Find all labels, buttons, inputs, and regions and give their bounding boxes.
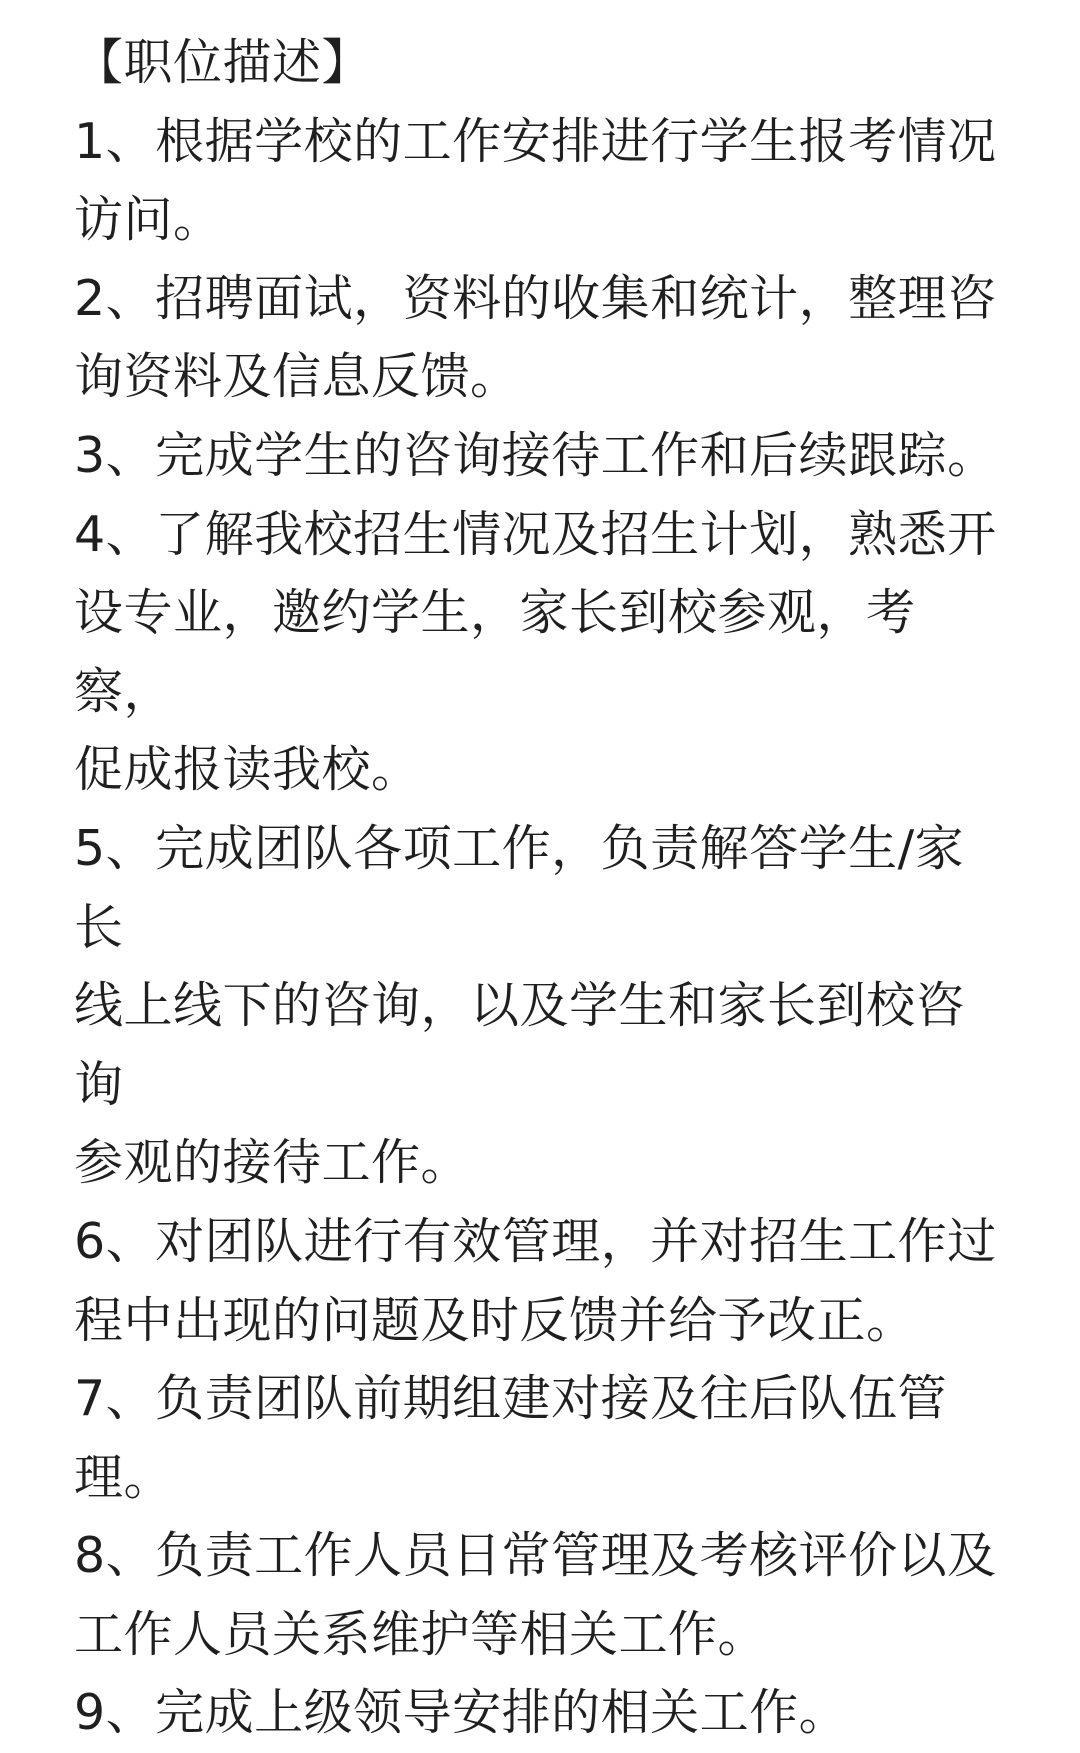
duty-item-2: 2、招聘面试，资料的收集和统计，整理咨 询资料及信息反馈。 xyxy=(74,269,997,406)
duty-item-5: 5、完成团队各项工作，负责解答学生/家长 线上线下的咨询，以及学生和家长到校咨询 参观的接待工作。 xyxy=(74,819,966,1192)
job-description-document xyxy=(74,24,1004,1753)
duty-item-4: 4、了解我校招生情况及招生计划，熟悉开 设专业，邀约学生，家长到校参观，考察， 促成报读我校。 xyxy=(74,505,997,799)
duty-item-8: 8、负责工作人员日常管理及考核评价以及 工作人员关系维护等相关工作。 xyxy=(74,1527,997,1663)
section-title: 【职位描述】 xyxy=(74,34,372,91)
duty-item-1: 1、根据学校的工作安排进行学生报考情况 访问。 xyxy=(74,112,997,249)
duty-item-3: 3、完成学生的咨询接待工作和后续跟踪。 xyxy=(74,426,997,484)
duty-item-7: 7、负责团队前期组建对接及往后队伍管 理。 xyxy=(74,1370,948,1506)
duty-item-6: 6、对团队进行有效管理，并对招生工作过 程中出现的问题及时反馈并给予改正。 xyxy=(74,1212,997,1349)
duty-item-9: 9、完成上级领导安排的相关工作。 xyxy=(74,1684,849,1742)
